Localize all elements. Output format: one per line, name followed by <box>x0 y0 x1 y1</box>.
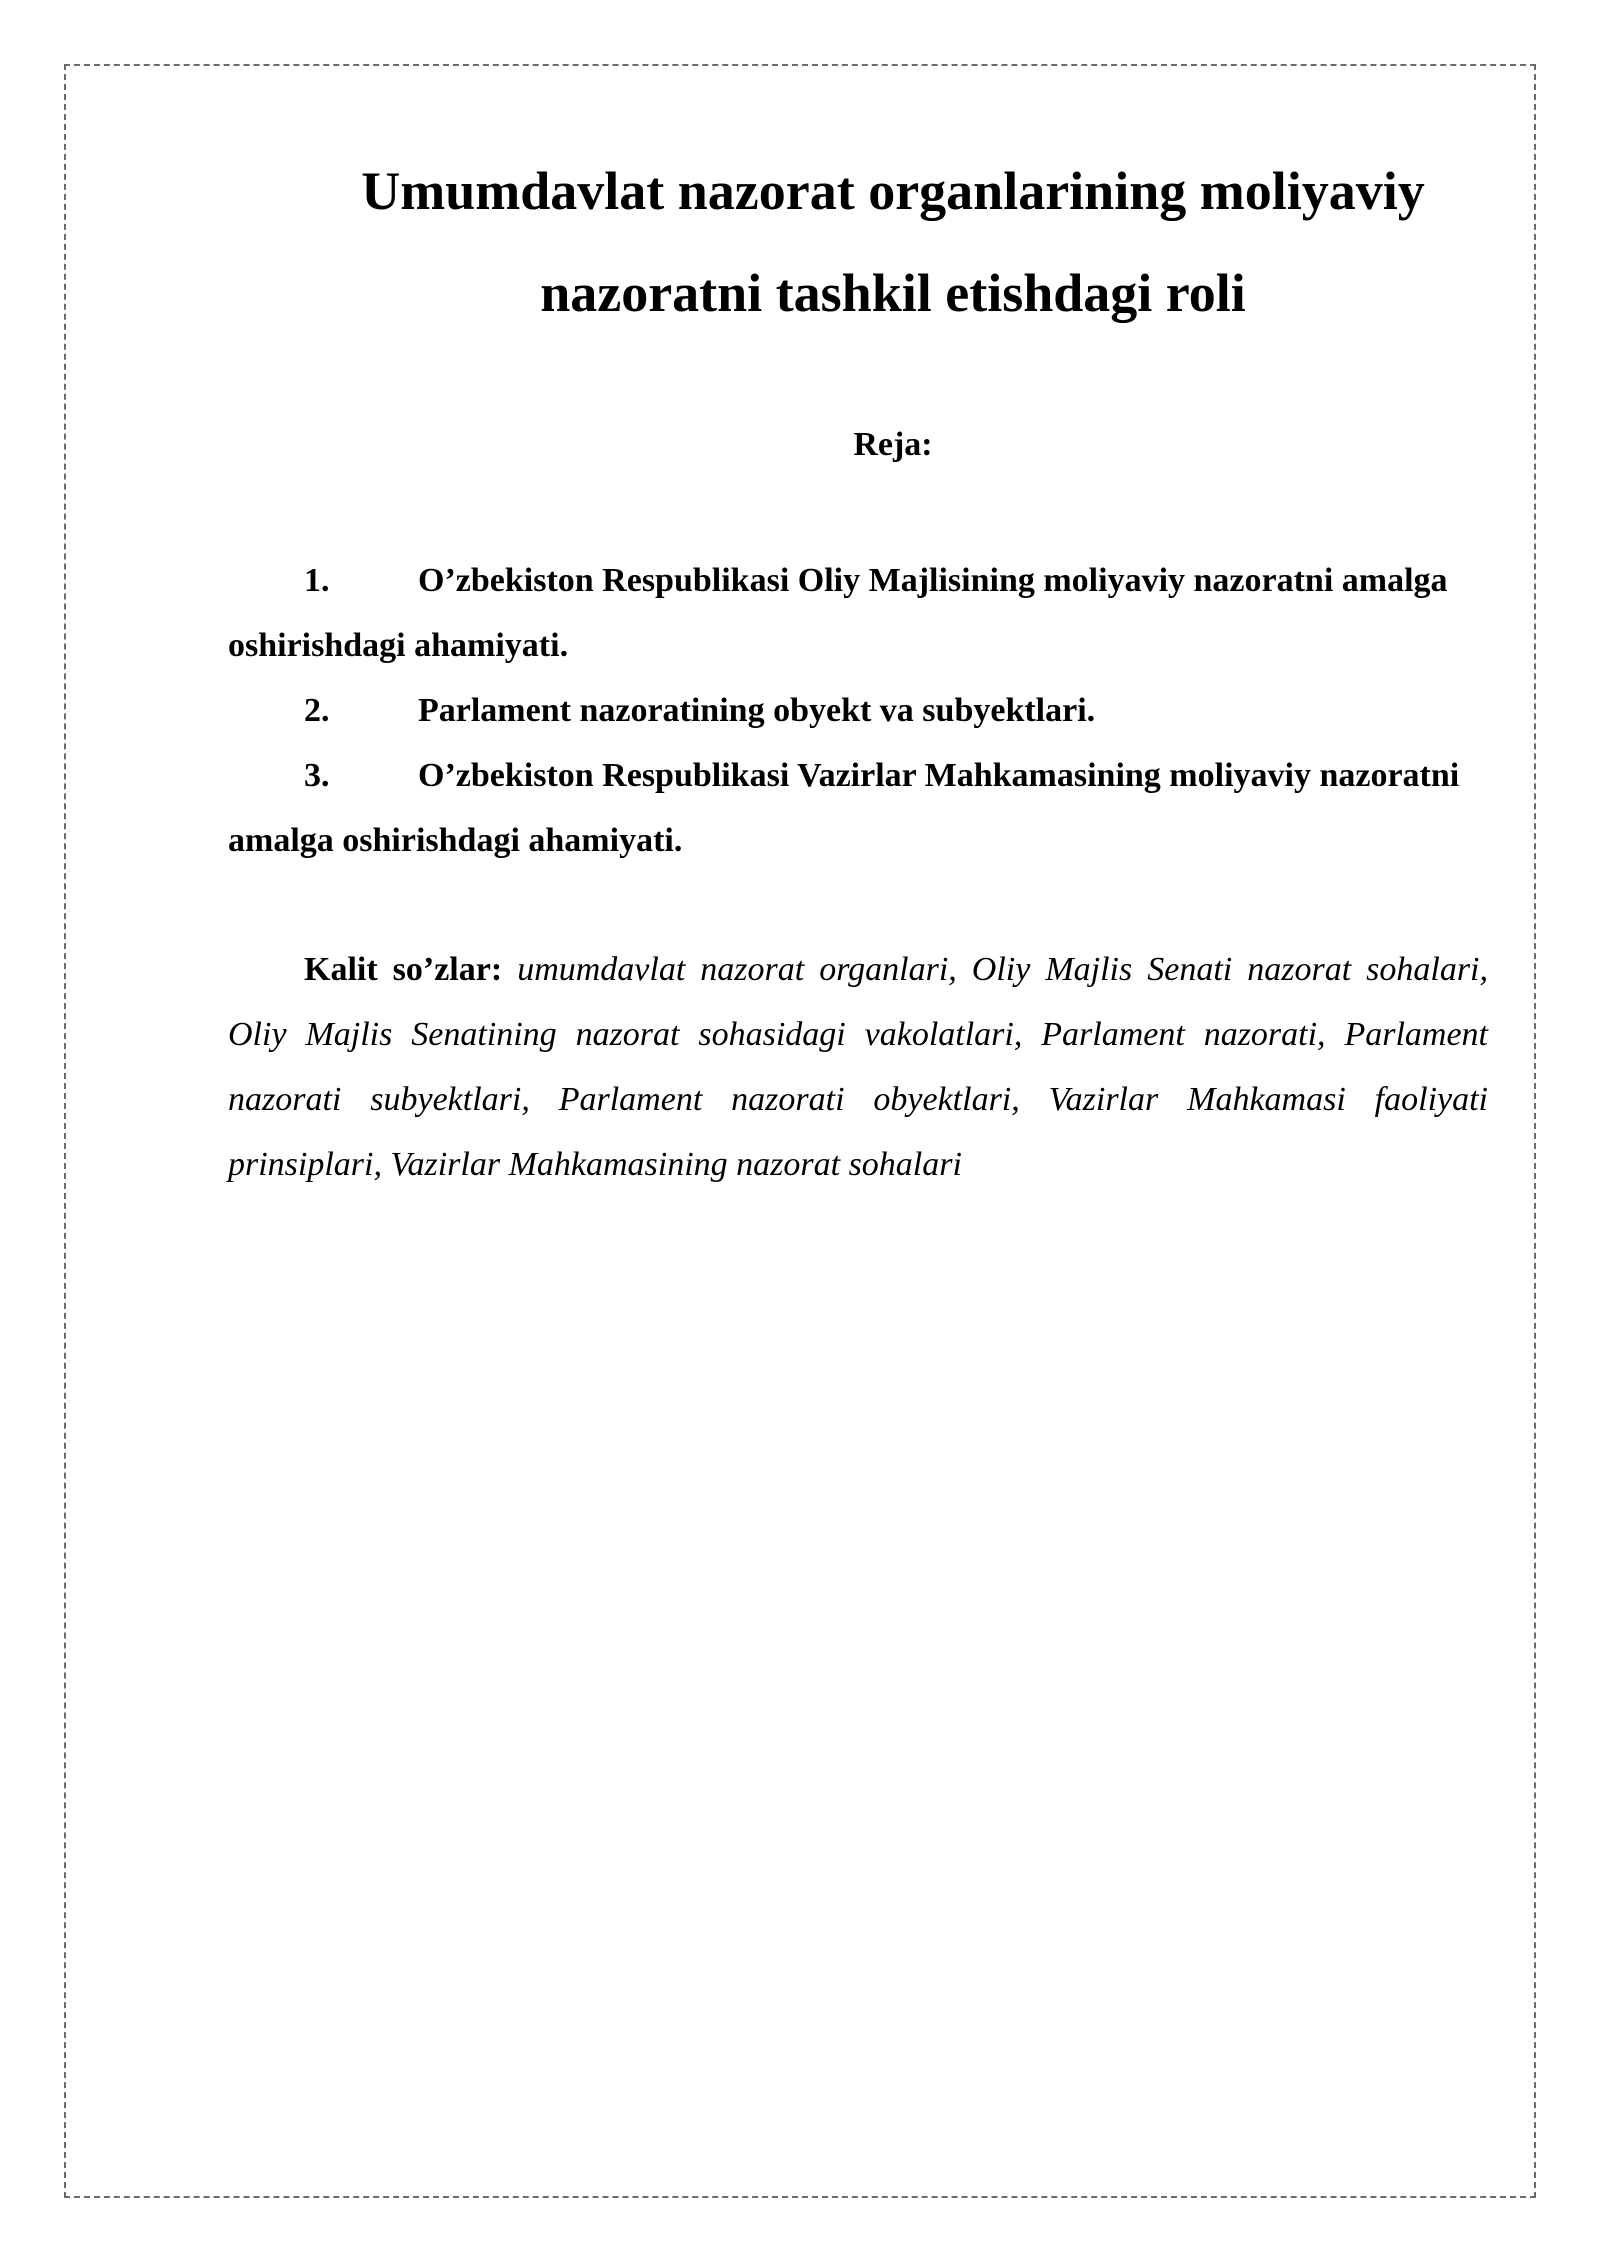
keywords-paragraph <box>228 937 1488 1197</box>
plan-item-text: O’zbekiston Respublikasi Oliy Majlisining moliyaviy nazoratni amalga oshirishdagi ahamiyati. <box>228 562 1448 664</box>
document-title: Umumdavlat nazorat organlarining moliyaviy nazoratni tashkil etishdagi roli <box>361 161 1425 323</box>
keywords-label: Kalit so’zlar: <box>304 951 503 988</box>
plan-item-number: 2. <box>304 692 330 729</box>
keywords-text: umumdavlat nazorat organlari, Oliy Majlis Senati nazorat sohalari, Oliy Majlis Senatining nazorat sohasidagi vakolatlari, Parlament nazorati, Parlament nazorati subyektlari, Parlament nazorati obyektlari, Vazirlar Mahkamasi faoliyati prinsiplari, Vazirlar Mahkamasining nazorat sohalari <box>228 951 1488 1183</box>
plan-item-number: 3. <box>304 757 330 794</box>
plan-heading: Reja: <box>853 426 933 463</box>
plan-item <box>228 678 1488 743</box>
plan-item-number: 1. <box>304 562 330 599</box>
plan-list <box>228 548 1488 873</box>
plan-item <box>228 743 1488 873</box>
plan-item-text: O’zbekiston Respublikasi Vazirlar Mahkamasining moliyaviy nazoratni amalga oshirishdagi ahamiyati. <box>228 757 1460 859</box>
plan-item-text: Parlament nazoratining obyekt va subyektlari. <box>418 692 1096 729</box>
plan-item <box>228 548 1488 678</box>
